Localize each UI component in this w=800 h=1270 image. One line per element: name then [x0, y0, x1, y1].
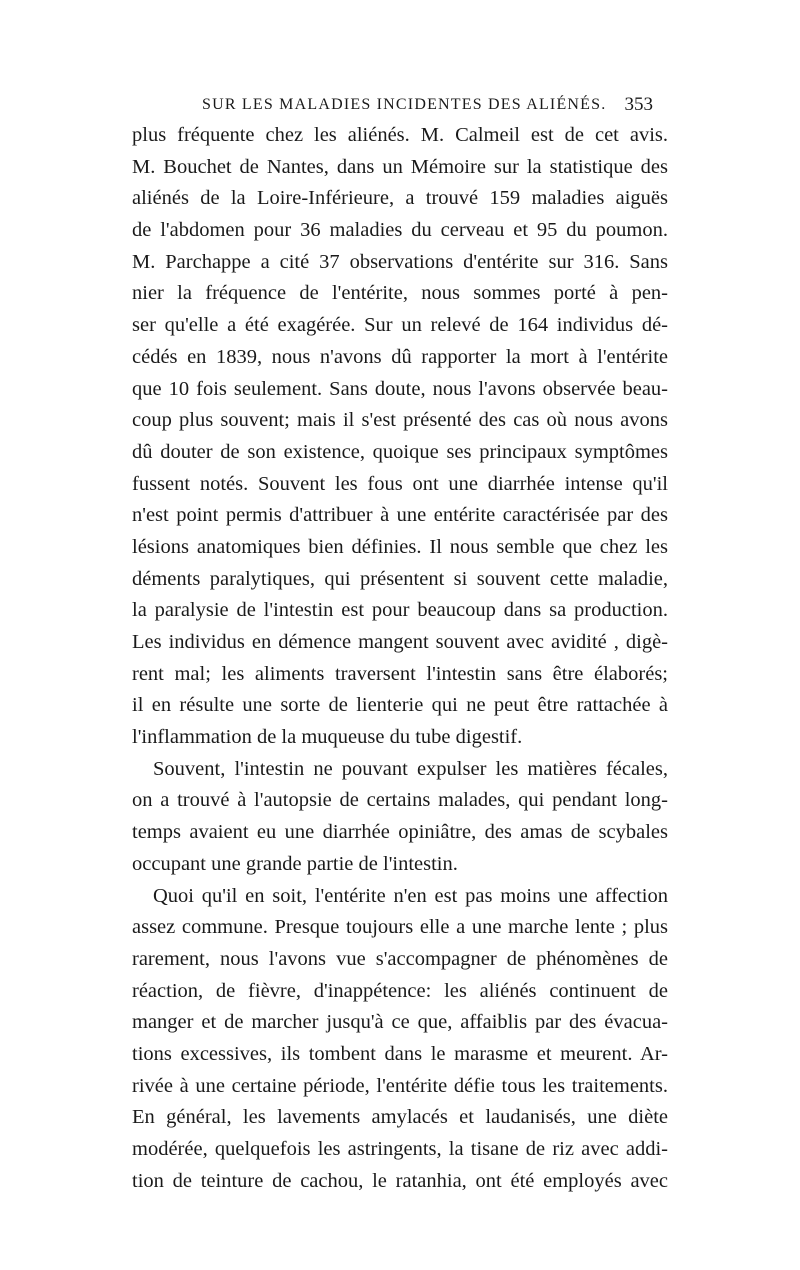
- text-line: ser qu'elle a été exagérée. Sur un relevé de 164 individus dé-: [132, 314, 668, 337]
- running-head: [140, 90, 655, 120]
- paragraph: [132, 754, 668, 881]
- text-line: déments paralytiques, qui présentent si souvent cette maladie,: [132, 567, 668, 590]
- text-line: l'inflammation de la muqueuse du tube digestif.: [132, 726, 523, 749]
- text-line: Les individus en démence mangent souvent avec avidité , digè-: [132, 631, 668, 653]
- text-line: rivée à une certaine période, l'entérite défie tous les traitements.: [132, 1074, 668, 1097]
- text-line: En général, les lavements amylacés et laudanisés, une diète: [132, 1106, 668, 1129]
- text-line: fussent notés. Souvent les fous ont une diarrhée intense qu'il: [132, 472, 668, 495]
- text-line: la paralysie de l'intestin est pour beaucoup dans sa production.: [132, 599, 668, 622]
- text-line: Souvent, l'intestin ne pouvant expulser les matières fécales,: [153, 757, 668, 780]
- page-number: 353: [624, 94, 653, 115]
- text-line: occupant une grande partie de l'intestin.: [132, 852, 458, 875]
- text-line: tion de teinture de cachou, le ratanhia, ont été employés avec: [132, 1169, 668, 1192]
- text-line: aliénés de la Loire-Inférieure, a trouvé 159 maladies aiguës: [132, 187, 668, 210]
- text-line: réaction, de fièvre, d'inappétence: les aliénés continuent de: [132, 979, 668, 1002]
- text-line: M. Parchappe a cité 37 observations d'entérite sur 316. Sans: [132, 250, 668, 273]
- text-line: tions excessives, ils tombent dans le marasme et meurent. Ar-: [132, 1042, 668, 1065]
- running-title: SUR LES MALADIES INCIDENTES DES ALIÉNÉS.: [202, 96, 607, 113]
- body-text: [132, 120, 668, 1197]
- text-line: rent mal; les aliments traversent l'intestin sans être élaborés;: [132, 662, 668, 685]
- text-line: plus fréquente chez les aliénés. M. Calmeil est de cet avis.: [132, 124, 668, 146]
- text-line: nier la fréquence de l'entérite, nous sommes porté à pen-: [132, 282, 668, 305]
- text-line: assez commune. Presque toujours elle a une marche lente ; plus: [132, 916, 668, 939]
- text-line: rarement, nous l'avons vue s'accompagner de phénomènes de: [132, 947, 668, 970]
- text-line: M. Bouchet de Nantes, dans un Mémoire sur la statistique des: [132, 155, 668, 178]
- text-line: on a trouvé à l'autopsie de certains malades, qui pendant long-: [132, 789, 668, 812]
- text-line: il en résulte une sorte de lienterie qui ne peut être rattachée à: [132, 694, 668, 717]
- text-line: dû douter de son existence, quoique ses principaux symptômes: [132, 440, 668, 463]
- text-line: n'est point permis d'attribuer à une entérite caractérisée par des: [132, 504, 668, 527]
- text-line: lésions anatomiques bien définies. Il nous semble que chez les: [132, 535, 668, 558]
- text-line: coup plus souvent; mais il s'est présenté des cas où nous avons: [132, 409, 668, 432]
- text-line: manger et de marcher jusqu'à ce que, affaiblis par des évacua-: [132, 1011, 668, 1034]
- text-line: que 10 fois seulement. Sans doute, nous l'avons observée beau-: [132, 377, 668, 400]
- text-line: cédés en 1839, nous n'avons dû rapporter la mort à l'entérite: [132, 345, 668, 368]
- text-line: Quoi qu'il en soit, l'entérite n'en est pas moins une affection: [153, 884, 668, 907]
- text-line: temps avaient eu une diarrhée opiniâtre, des amas de scybales: [132, 821, 668, 844]
- paragraph: [132, 881, 668, 1198]
- text-line: de l'abdomen pour 36 maladies du cerveau et 95 du poumon.: [132, 219, 668, 242]
- paragraph: [132, 120, 668, 754]
- text-line: modérée, quelquefois les astringents, la tisane de riz avec addi-: [132, 1138, 668, 1160]
